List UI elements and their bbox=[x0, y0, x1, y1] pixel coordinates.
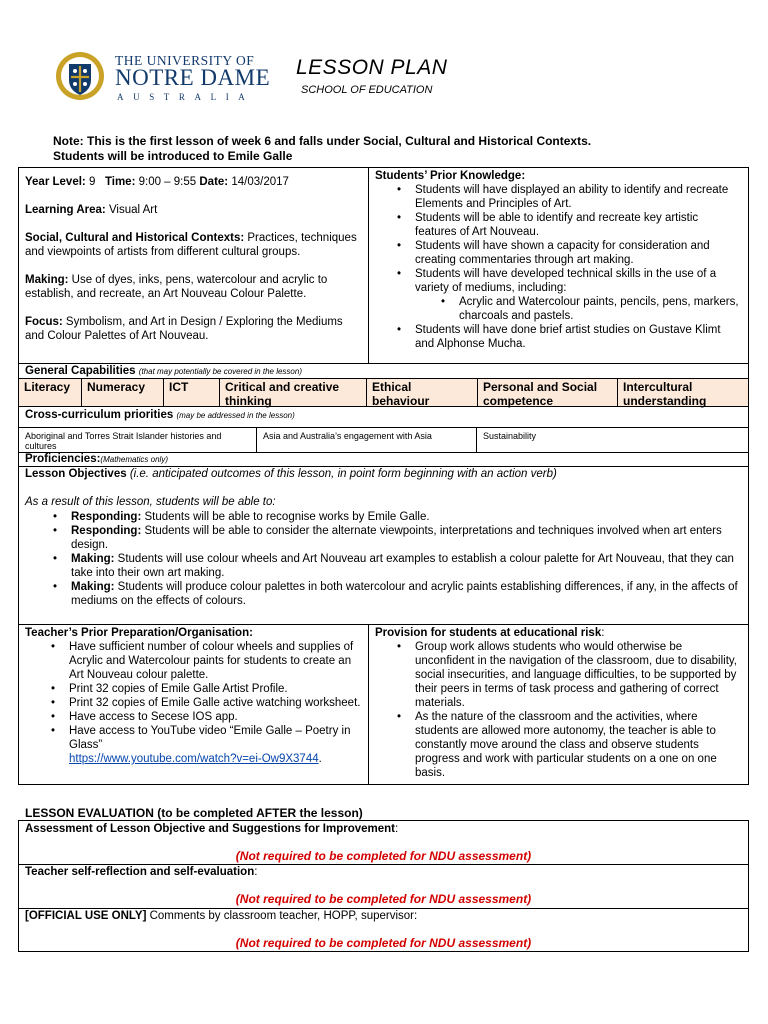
list-item: • Students will have done brief artist studies on Gustave Klimt and Alphonse Mucha. bbox=[393, 323, 742, 351]
evaluation-row-official-use bbox=[19, 908, 748, 951]
lesson-note bbox=[53, 134, 753, 164]
capabilities-row bbox=[19, 378, 748, 406]
objective-item bbox=[49, 524, 742, 552]
university-name-line1: THE UNIVERSITY OF bbox=[115, 53, 255, 68]
objective-item bbox=[49, 510, 742, 524]
learning-area-label: Learning Area: bbox=[25, 204, 106, 216]
capabilities-heading: General Capabilities bbox=[25, 365, 136, 377]
date-value: 14/03/2017 bbox=[231, 176, 289, 188]
assessment-suffix: : bbox=[395, 823, 399, 835]
focus-label: Focus: bbox=[25, 316, 63, 328]
not-required-note: (Not required to be completed for NDU assessment) bbox=[235, 892, 532, 906]
official-use-label: [OFFICIAL USE ONLY] bbox=[25, 910, 147, 922]
making-value: Use of dyes, inks, pens, watercolour and acrylic to establish, and recreate, an Art Nouveau Colour Palette. bbox=[25, 274, 328, 300]
assessment-label: Assessment of Lesson Objective and Suggestions for Improvement bbox=[25, 823, 396, 835]
risk-list bbox=[375, 640, 742, 780]
evaluation-heading: LESSON EVALUATION (to be completed AFTER the lesson) bbox=[25, 806, 363, 820]
university-logo bbox=[55, 50, 271, 106]
time-value: 9:00 – 9:55 bbox=[138, 176, 197, 188]
link-suffix: . bbox=[318, 753, 322, 765]
cross-curriculum-note: (may be addressed in the lesson) bbox=[176, 411, 295, 420]
objective-item bbox=[49, 580, 742, 608]
list-item: • As the nature of the classroom and the activities, where students are allowed more autonomy, the teacher is able to constantly move around the class and observe students progress and work with particular students on a one on one basis. bbox=[393, 710, 742, 780]
cross-curriculum-heading-row bbox=[19, 406, 748, 427]
capability-numeracy: Numeracy bbox=[82, 379, 164, 407]
objective-text: Students will produce colour palettes in both watercolour and acrylic paints establishing differences, if any, in the affects of mediums on the effects of colours. bbox=[71, 581, 738, 607]
objective-label: Responding: bbox=[71, 511, 142, 523]
capabilities-heading-row bbox=[19, 363, 748, 378]
self-reflection-suffix: : bbox=[254, 866, 258, 878]
objectives-intro: As a result of this lesson, students will be able to: bbox=[25, 496, 276, 508]
cross-curriculum-row bbox=[19, 427, 748, 452]
contexts-value: Practices, techniques and viewpoints of artists from different cultural groups. bbox=[25, 232, 357, 258]
university-name-line3: AUSTRALIA bbox=[117, 92, 255, 102]
list-item: • Acrylic and Watercolour paints, pencils, pens, markers, charcoals and pastels. bbox=[437, 295, 742, 323]
capability-intercultural: Intercultural understanding bbox=[618, 379, 748, 407]
objectives-heading: Lesson Objectives bbox=[25, 468, 127, 480]
university-name-line2: NOTRE DAME bbox=[115, 65, 271, 90]
preparation-heading: Teacher’s Prior Preparation/Organisation: bbox=[25, 627, 253, 639]
proficiencies-note: (Mathematics only) bbox=[100, 455, 168, 464]
objectives-note: (i.e. anticipated outcomes of this lesson, in point form beginning with an action verb) bbox=[129, 468, 557, 480]
note-line2: Students will be introduced to Emile Galle bbox=[53, 149, 293, 163]
capability-literacy: Literacy bbox=[19, 379, 82, 407]
list-item: • Students will have displayed an ability to identify and recreate Elements and Principles of Art. bbox=[393, 183, 742, 211]
prior-knowledge-sublist bbox=[375, 295, 742, 323]
prior-knowledge-list-end bbox=[375, 323, 742, 351]
cross-curriculum-asia: Asia and Australia’s engagement with Asia bbox=[257, 428, 477, 452]
cross-curriculum-aboriginal: Aboriginal and Torres Strait Islander histories and cultures bbox=[19, 428, 257, 452]
objective-text: Students will be able to recognise works by Emile Galle. bbox=[144, 511, 430, 523]
list-item: • Students will have developed technical skills in the use of a variety of mediums, including: bbox=[393, 267, 742, 295]
learning-area-value: Visual Art bbox=[108, 204, 158, 216]
year-level-value: 9 bbox=[88, 176, 96, 188]
list-item: • Students will be able to identify and recreate key artistic features of Art Nouveau. bbox=[393, 211, 742, 239]
capability-personal-social: Personal and Social competence bbox=[478, 379, 618, 407]
capability-critical-creative: Critical and creative thinking bbox=[220, 379, 367, 407]
proficiencies-row bbox=[19, 452, 748, 466]
time-label: Time: bbox=[104, 176, 136, 188]
year-level-label: Year Level: bbox=[25, 176, 86, 188]
cross-curriculum-heading: Cross-curriculum priorities bbox=[25, 409, 174, 421]
list-item: • Students will have shown a capacity for consideration and creating commentaries through art making. bbox=[393, 239, 742, 267]
objective-text: Students will use colour wheels and Art Nouveau art examples to establish a colour palette for Art Nouveau, that they can take into their own art making. bbox=[71, 553, 734, 579]
objectives-list bbox=[25, 510, 742, 608]
contexts-label: Social, Cultural and Historical Contexts: bbox=[25, 232, 245, 244]
preparation-cell bbox=[19, 624, 369, 784]
official-use-text: Comments by classroom teacher, HOPP, supervisor: bbox=[149, 910, 418, 922]
list-item: • Print 32 copies of Emile Galle Artist Profile. bbox=[47, 682, 362, 696]
capabilities-note: (that may potentially be covered in the lesson) bbox=[138, 367, 302, 376]
youtube-link[interactable]: https://www.youtube.com/watch?v=ei-Ow9X3744 bbox=[69, 753, 319, 765]
university-crest-icon bbox=[55, 50, 105, 102]
evaluation-row-self-reflection bbox=[19, 864, 748, 908]
proficiencies-heading: Proficiencies: bbox=[25, 453, 101, 465]
note-line1: Note: This is the first lesson of week 6 and falls under Social, Cultural and Historical Contexts. bbox=[53, 134, 592, 148]
risk-provision-cell bbox=[369, 624, 748, 784]
evaluation-row-assessment bbox=[19, 821, 748, 864]
risk-heading-suffix: : bbox=[601, 627, 605, 639]
list-item: • Print 32 copies of Emile Galle active watching worksheet. bbox=[47, 696, 362, 710]
lesson-details-cell bbox=[19, 168, 369, 363]
objective-label: Making: bbox=[71, 553, 115, 565]
objectives-cell bbox=[19, 466, 748, 624]
cross-curriculum-sustainability: Sustainability bbox=[483, 431, 537, 441]
not-required-note: (Not required to be completed for NDU assessment) bbox=[235, 849, 532, 863]
objective-label: Making: bbox=[71, 581, 115, 593]
objective-item bbox=[49, 552, 742, 580]
objective-text: Students will be able to consider the alternate viewpoints, interpretations and techniques involved when art enters design. bbox=[71, 525, 722, 551]
prior-knowledge-heading: Students’ Prior Knowledge: bbox=[375, 170, 526, 182]
page-title: LESSON PLAN bbox=[296, 56, 448, 79]
lesson-plan-table bbox=[18, 167, 749, 785]
date-label: Date: bbox=[199, 176, 229, 188]
list-item-text: Have access to YouTube video “Emile Galle – Poetry in Glass” bbox=[69, 725, 351, 751]
list-item bbox=[47, 724, 362, 766]
capability-ethical: Ethical behaviour bbox=[367, 379, 478, 407]
self-reflection-label: Teacher self-reflection and self-evaluation bbox=[25, 866, 255, 878]
list-item: • Group work allows students who would otherwise be unconfident in the navigation of the classroom, due to disability, social insecurities, and language difficulties, to be supported by their peers in terms of task process and gathering of correct materials. bbox=[393, 640, 742, 710]
prior-knowledge-cell bbox=[369, 168, 748, 363]
page-subtitle: SCHOOL OF EDUCATION bbox=[301, 84, 433, 96]
focus-value: Symbolism, and Art in Design / Exploring the Mediums and Colour Palettes of Art Nouveau. bbox=[25, 316, 343, 342]
evaluation-table bbox=[18, 820, 749, 952]
risk-heading: Provision for students at educational risk bbox=[375, 627, 602, 639]
list-item: • Have sufficient number of colour wheels and supplies of Acrylic and Watercolour paints for students to create an Art Nouveau colour palette. bbox=[47, 640, 362, 682]
preparation-list bbox=[25, 640, 362, 766]
capability-ict: ICT bbox=[164, 379, 220, 407]
making-label: Making: bbox=[25, 274, 69, 286]
not-required-note: (Not required to be completed for NDU assessment) bbox=[235, 936, 532, 950]
list-item: • Have access to Secese IOS app. bbox=[47, 710, 362, 724]
objective-label: Responding: bbox=[71, 525, 142, 537]
prior-knowledge-list bbox=[375, 183, 742, 295]
